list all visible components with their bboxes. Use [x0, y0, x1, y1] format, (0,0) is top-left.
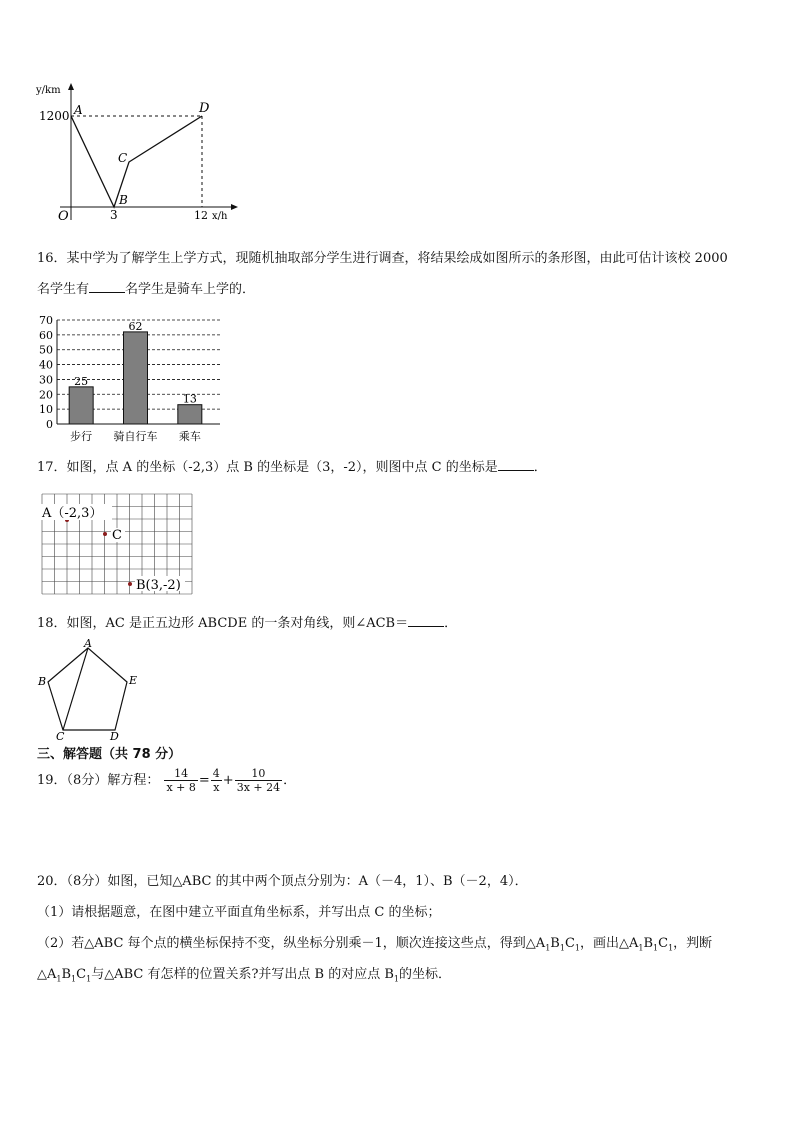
- point-a-label: A: [74, 103, 83, 117]
- q16-text-before: 名学生有: [37, 282, 90, 297]
- x-tick-3: 3: [110, 208, 118, 222]
- vertex-d: D: [110, 730, 119, 742]
- question-19: [37, 766, 296, 796]
- q20-p2-k: 与△ABC 有怎样的位置关系?并写出点 B 的对应点 B: [91, 967, 394, 982]
- fraction-4-over-x: [211, 767, 222, 794]
- y-tick-label-40: 40: [39, 358, 53, 372]
- q20-p2-a: （2）若△ABC 每个点的横坐标保持不变，纵坐标分别乘－1，顺次连接这些点，得到△A: [37, 936, 546, 951]
- question-18: [37, 614, 457, 633]
- sub-1: 1: [559, 943, 565, 953]
- y-tick-label-10: 10: [39, 403, 53, 417]
- frac2-num: 4: [212, 767, 220, 780]
- frac3-den: 3x + 24: [236, 781, 281, 794]
- point-b-dot: [128, 582, 132, 586]
- sub-1: 1: [653, 943, 659, 953]
- y-tick-label-70: 70: [39, 314, 53, 327]
- q20-p2-e: B: [643, 936, 654, 951]
- sub-1: 1: [71, 974, 77, 984]
- q20-p2-f: C: [658, 936, 669, 951]
- vertex-e: E: [129, 674, 138, 687]
- pentagon-outline: [48, 648, 127, 730]
- q20-p2-g: ，判断: [673, 936, 713, 951]
- vertex-c: C: [56, 730, 65, 742]
- sub-1: 1: [56, 974, 62, 984]
- question-20-line-1: 20．（8分）如图，已知△ABC 的其中两个顶点分别为：A（－4，1）、B（－2，4）．: [37, 874, 528, 889]
- q20-p2-c: C: [564, 936, 575, 951]
- vertex-a: A: [84, 637, 92, 650]
- section-3-title: 三、解答题（共 78 分）: [37, 747, 182, 762]
- path-abcd: [71, 116, 202, 207]
- point-d-label: D: [199, 101, 210, 116]
- x-tick-12: 12: [194, 209, 208, 222]
- y-tick-label-0: 0: [46, 418, 53, 431]
- frac2-den: x: [211, 780, 222, 794]
- bar-2: [178, 405, 202, 424]
- q17-text: 17．如图，点 A 的坐标（-2,3）点 B 的坐标是（3，-2），则图中点 C 的坐标是: [37, 460, 498, 475]
- q19-prefix: 19．（8分）解方程：: [37, 773, 160, 788]
- frac1-num: 14: [174, 767, 189, 780]
- category-label-2: 乘车: [178, 430, 201, 443]
- q17-end: ．: [533, 460, 547, 475]
- frac3-num: 10: [251, 767, 266, 780]
- frac1-den: x + 8: [166, 781, 196, 794]
- q20-p2-d: ，画出△A: [579, 936, 639, 951]
- q20-p2-j: C: [76, 967, 87, 982]
- sub-1: 1: [668, 943, 674, 953]
- coordinate-grid: [36, 492, 198, 600]
- q18-end: ．: [444, 616, 458, 631]
- bar-value-label-1: 62: [128, 319, 143, 333]
- category-label-0: 步行: [70, 430, 93, 443]
- grid-label-b: B(3,-2): [136, 578, 181, 593]
- equals-sign: =: [198, 773, 210, 788]
- point-c-dot: [103, 532, 107, 536]
- y-axis-label: y/km: [36, 85, 61, 96]
- q20-p2-h: △A: [37, 967, 57, 982]
- q20-p2-i: B: [61, 967, 72, 982]
- diagonal-ac: [63, 648, 88, 730]
- bar-1: [124, 332, 148, 424]
- x-axis-label: x/h: [212, 211, 228, 222]
- distance-time-graph: [30, 80, 250, 230]
- q16-answer-blank[interactable]: [89, 280, 125, 293]
- y-tick-label-20: 20: [39, 388, 53, 402]
- origin-label: O: [58, 209, 69, 224]
- q18-text: 18．如图，AC 是正五边形 ABCDE 的一条对角线，则∠ACB＝: [37, 616, 409, 631]
- sub-1: 1: [638, 943, 644, 953]
- y-tick-label-50: 50: [39, 343, 53, 357]
- q19-end: ．: [283, 773, 297, 788]
- sub-1: 1: [574, 943, 580, 953]
- y-tick-1200: 1200: [39, 109, 70, 123]
- sub-1: 1: [393, 974, 400, 984]
- fraction-10-over-3x-plus-24: [235, 767, 282, 794]
- bar-0: [69, 387, 93, 424]
- q16-text-after: 名学生是骑车上学的．: [125, 282, 256, 297]
- sub-1: 1: [545, 943, 551, 953]
- question-17: [37, 458, 547, 477]
- question-20-part-2-line-1: [37, 935, 712, 958]
- question-16-line-2: [37, 280, 255, 299]
- grid-label-a: A（-2,3）: [42, 506, 103, 521]
- y-tick-label-30: 30: [39, 373, 53, 387]
- bar-value-label-0: 25: [74, 374, 89, 388]
- fraction-14-over-x-plus-8: [164, 767, 197, 794]
- q17-answer-blank[interactable]: [498, 458, 534, 471]
- y-tick-label-60: 60: [39, 328, 53, 342]
- grid-label-c: C: [112, 528, 122, 543]
- bar-value-label-2: 13: [182, 392, 197, 406]
- q20-p2-l: 的坐标．: [399, 967, 452, 982]
- plus-sign: +: [222, 773, 234, 788]
- q18-answer-blank[interactable]: [408, 614, 444, 627]
- point-b-label: B: [119, 193, 128, 207]
- question-16-line-1: 16．某中学为了解学生上学方式，现随机抽取部分学生进行调查，将结果绘成如图所示的条形图，由此可估计该校 2000: [37, 251, 728, 266]
- question-20-part-2-line-2: [37, 966, 451, 989]
- category-label-1: 骑自行车: [113, 430, 158, 443]
- regular-pentagon: [30, 636, 150, 742]
- question-20-part-1: （1）请根据题意，在图中建立平面直角坐标系，并写出点 C 的坐标；: [37, 905, 441, 920]
- vertex-b: B: [38, 675, 47, 688]
- q20-p2-b: B: [550, 936, 560, 951]
- point-c-label: C: [118, 151, 128, 165]
- sub-1: 1: [86, 974, 92, 984]
- transport-bar-chart: [30, 312, 230, 447]
